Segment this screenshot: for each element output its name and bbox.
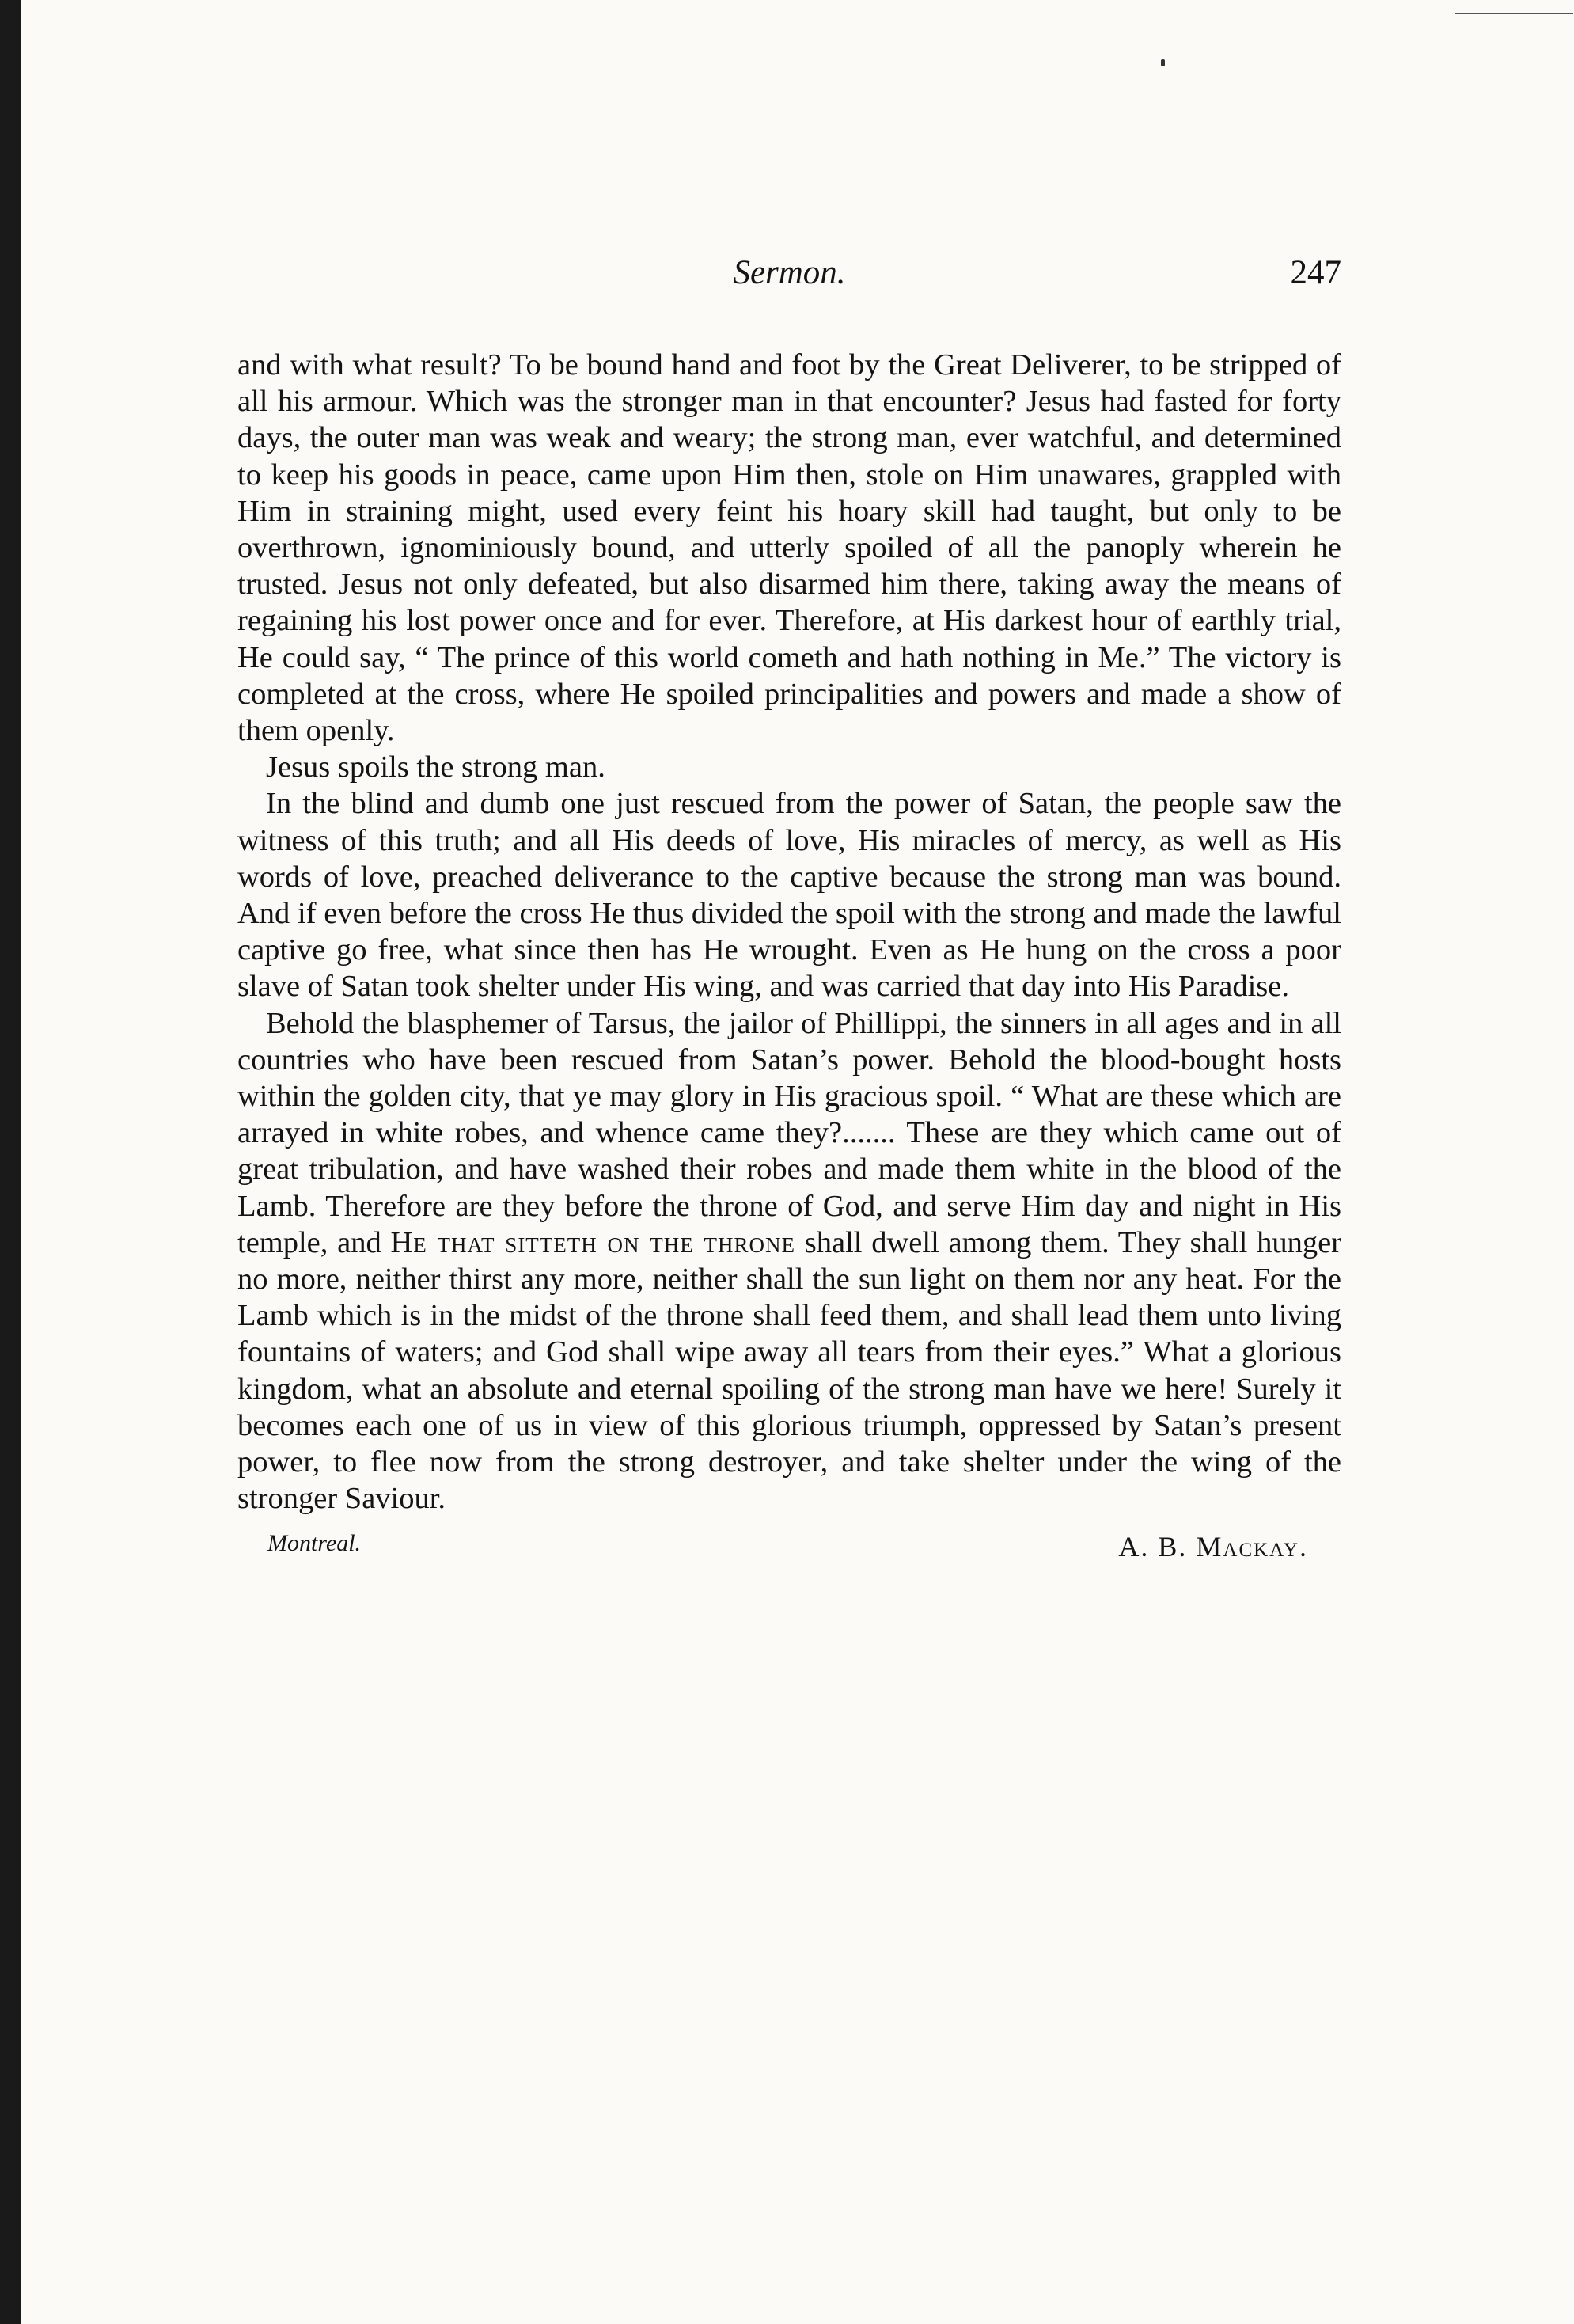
paragraph-1: and with what result? To be bound hand and foot by the Great Deliverer, to be stripped of all his armour. Which was the stronger man in that encounter? Jesus had fasted for forty days, the outer man was weak and weary; the strong man, ever watchful, and determined to keep his goods in peace, came upon Him then, stole on Him unawares, grappled with Him in straining might, used every feint his hoary skill had taught, but only to be overthrown, ignominiously bound, and utterly spoiled of all the panoply wherein he trusted. Jesus not only defeated, but also disarmed him there, taking away the means of regaining his lost power once and for ever. Therefore, at His darkest hour of earthly trial, He could say, “ The prince of this world cometh and hath nothing in Me.” The victory is completed at the cross, where He spoiled principalities and powers and made a show of them openly. <box>237 348 1341 748</box>
page-binding-edge <box>0 0 21 2324</box>
signature-author: A. B. Mackay. <box>1118 1530 1308 1563</box>
running-head <box>237 253 1341 309</box>
paragraph-4-smallcaps: He that sitteth on the throne <box>390 1225 796 1259</box>
page-content <box>237 253 1341 1570</box>
body-text <box>237 347 1341 1517</box>
ink-speck <box>1161 59 1165 66</box>
paragraph-4-part-2: shall dwell among them. They shall hunger no more, neither thirst any more, neither shall the sun light on them nor any heat. For the Lamb which is in the midst of the throne shall feed them, and shall lead them unto living fountains of waters; and God shall wipe away all tears from their eyes.” What a glorious kingdom, what an absolute and eternal spoiling of the strong man have we here! Surely it becomes each one of us in view of this glorious triumph, oppressed by Satan’s present power, to flee now from the strong destroyer, and take shelter under the wing of the stronger Saviour. <box>237 1225 1342 1516</box>
top-rule <box>1455 13 1573 14</box>
signature <box>237 1530 1341 1570</box>
paragraph-4 <box>237 1005 1341 1517</box>
page-number: 247 <box>1290 254 1341 291</box>
running-head-title: Sermon. <box>733 254 846 291</box>
signature-place: Montreal. <box>267 1529 362 1556</box>
paragraph-3: In the blind and dumb one just rescued from the power of Satan, the people saw the witness of this truth; and all His deeds of love, His miracles of mercy, as well as His words of love, preached deliverance to the captive because the strong man was bound. And if even before the cross He thus divided the spoil with the strong and made the lawful captive go free, what since then has He wrought. Even as He hung on the cross a poor slave of Satan took shelter under His wing, and was carried that day into His Paradise. <box>237 787 1341 1004</box>
paragraph-4-part-1: Behold the blasphemer of Tarsus, the jailor of Phillippi, the sinners in all ages and in all countries who have been rescued from Satan’s power. Behold the blood-bought hosts within the golden city, that ye may glory in His gracious spoil. “ What are these which are arrayed in white robes, and whence came they?....... These are they which came out of great tribulation, and have washed their robes and made them white in the blood of the Lamb. Therefore are they before the throne of God, and serve Him day and night in His temple, and <box>237 1006 1341 1259</box>
paragraph-2: Jesus spoils the strong man. <box>266 750 605 784</box>
